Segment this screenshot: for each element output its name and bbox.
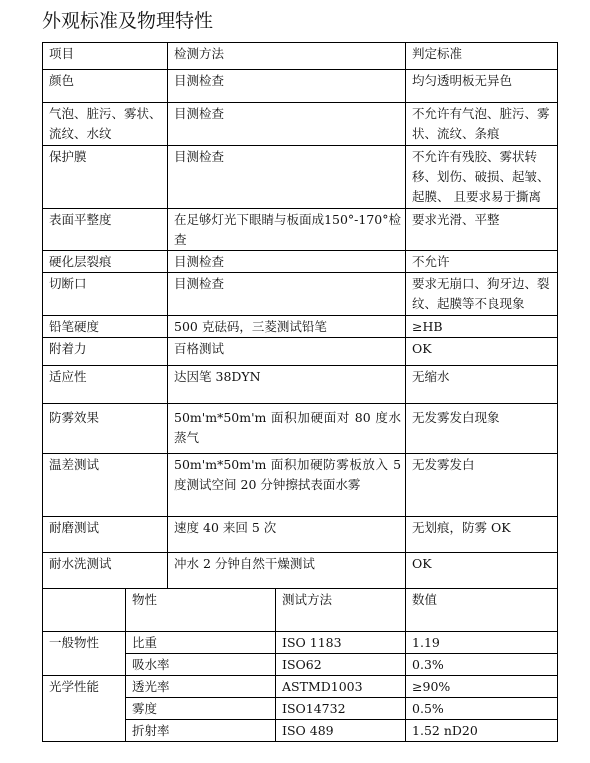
- item-cell: 保护膜: [43, 146, 168, 209]
- property-cell: 雾度: [126, 698, 276, 720]
- method-cell: 速度 40 来回 5 次: [168, 517, 406, 553]
- test-method-cell: ISO 1183: [276, 632, 406, 654]
- criteria-cell: OK: [406, 338, 558, 366]
- table-row: [43, 454, 558, 517]
- criteria-cell: 不允许有残胶、雾状转移、划伤、破损、起皱、起膜、 且要求易于撕离: [406, 146, 558, 209]
- method-cell: 目测检查: [168, 70, 406, 103]
- table-row: [43, 273, 558, 316]
- criteria-cell: 不允许有气泡、脏污、雾状、流纹、条痕: [406, 103, 558, 146]
- table-row: [43, 70, 558, 103]
- method-cell: 百格测试: [168, 338, 406, 366]
- item-cell: 硬化层裂痕: [43, 251, 168, 273]
- table-row: [43, 209, 558, 251]
- item-cell: 耐水洗测试: [43, 553, 168, 589]
- table-row: [43, 517, 558, 553]
- criteria-cell: 均匀透明板无异色: [406, 70, 558, 103]
- table-row: [43, 146, 558, 209]
- header-cell: 测试方法: [276, 589, 406, 632]
- test-method-cell: ISO 489: [276, 720, 406, 742]
- property-cell: 比重: [126, 632, 276, 654]
- property-cell: 折射率: [126, 720, 276, 742]
- table-row: [43, 553, 558, 589]
- table-row: [43, 251, 558, 273]
- criteria-cell: OK: [406, 553, 558, 589]
- header-cell: 检测方法: [168, 43, 406, 70]
- item-cell: 适应性: [43, 366, 168, 404]
- empty-cell: [43, 589, 126, 632]
- table-row: [43, 338, 558, 366]
- test-method-cell: ASTMD1003: [276, 676, 406, 698]
- method-cell: 冲水 2 分钟自然干燥测试: [168, 553, 406, 589]
- criteria-cell: 无发雾发白: [406, 454, 558, 517]
- property-cell: 透光率: [126, 676, 276, 698]
- test-method-cell: ISO62: [276, 654, 406, 676]
- item-cell: 表面平整度: [43, 209, 168, 251]
- table-row: [43, 632, 558, 654]
- method-cell: 目测检查: [168, 146, 406, 209]
- criteria-cell: 无发雾发白现象: [406, 404, 558, 454]
- item-cell: 温差测试: [43, 454, 168, 517]
- table-row: [43, 366, 558, 404]
- value-cell: 0.3%: [406, 654, 558, 676]
- method-cell: 目测检查: [168, 103, 406, 146]
- test-method-cell: ISO14732: [276, 698, 406, 720]
- table-row: [43, 676, 558, 698]
- category-cell: 光学性能: [43, 676, 126, 742]
- method-cell: 50m'm*50m'm 面积加硬面对 80 度水蒸气: [168, 404, 406, 454]
- header-cell: 判定标准: [406, 43, 558, 70]
- method-cell: 在足够灯光下眼睛与板面成150°-170°检查: [168, 209, 406, 251]
- spec-table: [42, 42, 558, 742]
- item-cell: 气泡、脏污、雾状、流纹、水纹: [43, 103, 168, 146]
- criteria-cell: 不允许: [406, 251, 558, 273]
- physical-header-row: [43, 589, 558, 632]
- item-cell: 切断口: [43, 273, 168, 316]
- criteria-cell: 要求无崩口、狗牙边、裂纹、起膜等不良现象: [406, 273, 558, 316]
- criteria-cell: 要求光滑、平整: [406, 209, 558, 251]
- appearance-header-row: [43, 43, 558, 70]
- item-cell: 颜色: [43, 70, 168, 103]
- value-cell: 1.19: [406, 632, 558, 654]
- value-cell: ≥90%: [406, 676, 558, 698]
- item-cell: 耐磨测试: [43, 517, 168, 553]
- item-cell: 防雾效果: [43, 404, 168, 454]
- item-cell: 铅笔硬度: [43, 316, 168, 338]
- property-cell: 吸水率: [126, 654, 276, 676]
- header-cell: 物性: [126, 589, 276, 632]
- method-cell: 达因笔 38DYN: [168, 366, 406, 404]
- table-row: [43, 316, 558, 338]
- criteria-cell: 无划痕，防雾 OK: [406, 517, 558, 553]
- method-cell: 500 克砝码，三菱测试铅笔: [168, 316, 406, 338]
- method-cell: 50m'm*50m'm 面积加硬防雾板放入 5 度测试空间 20 分钟擦拭表面水雾: [168, 454, 406, 517]
- header-cell: 数值: [406, 589, 558, 632]
- value-cell: 0.5%: [406, 698, 558, 720]
- table-row: [43, 103, 558, 146]
- table-row: [43, 404, 558, 454]
- item-cell: 附着力: [43, 338, 168, 366]
- header-cell: 项目: [43, 43, 168, 70]
- criteria-cell: 无缩水: [406, 366, 558, 404]
- page-title: 外观标准及物理特性: [42, 10, 214, 32]
- category-cell: 一般物性: [43, 632, 126, 676]
- method-cell: 目测检查: [168, 251, 406, 273]
- method-cell: 目测检查: [168, 273, 406, 316]
- criteria-cell: ≥HB: [406, 316, 558, 338]
- value-cell: 1.52 nD20: [406, 720, 558, 742]
